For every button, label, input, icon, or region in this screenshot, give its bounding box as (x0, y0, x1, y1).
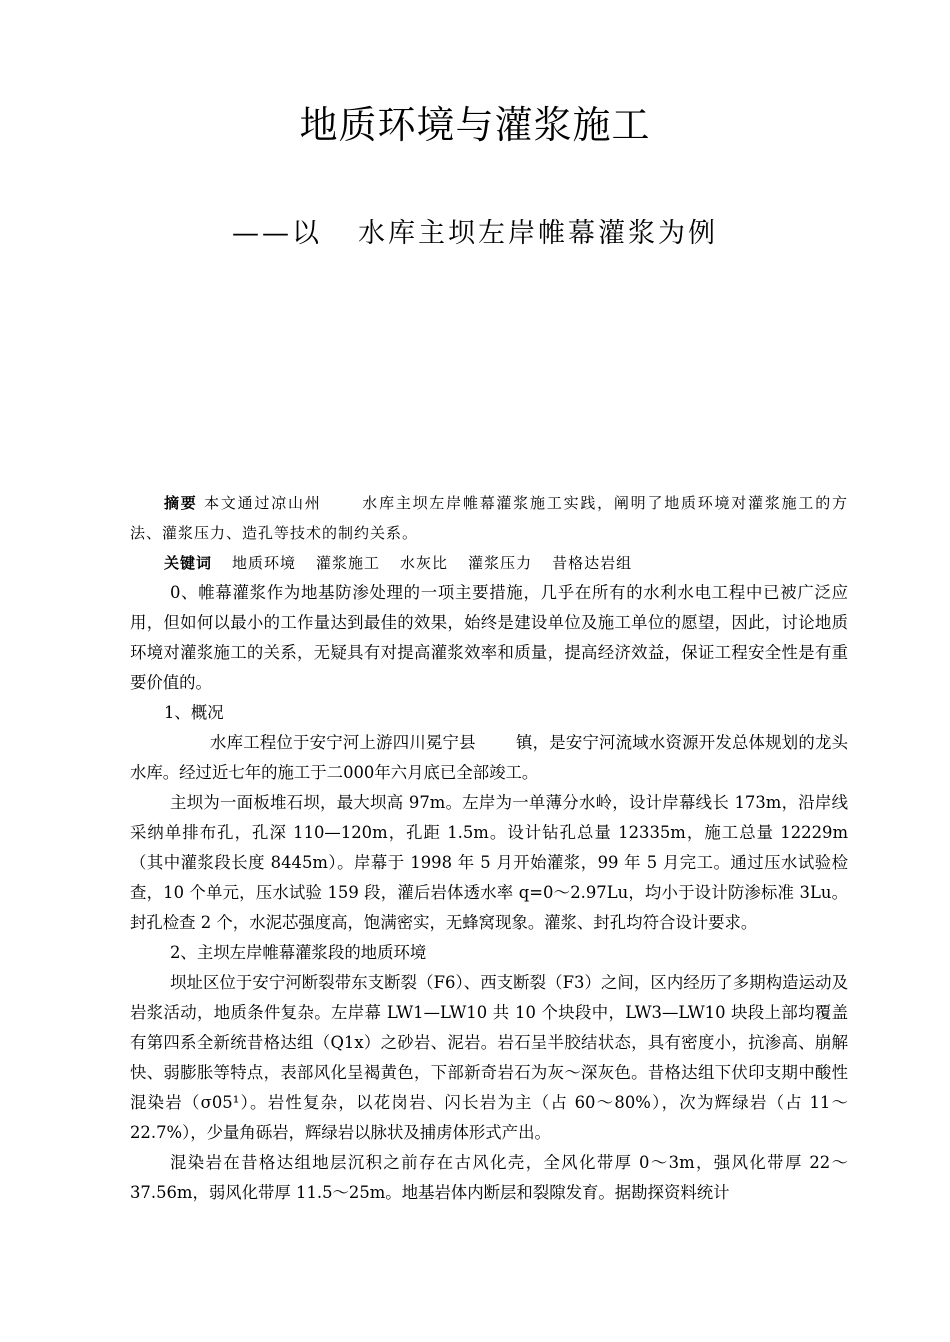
keyword-item: 灌浆压力 (468, 554, 533, 572)
keyword-item: 水灰比 (400, 554, 449, 572)
document-body (130, 488, 848, 1208)
abstract-text-b: 水库主坝左岸帷幕灌浆施工实践，阐明了地质环境对灌浆施工的方法、灌浆压力、造孔等技术的制约关系。 (130, 494, 848, 542)
page-title: 地质环境与灌浆施工 (299, 103, 651, 147)
paragraph-main-dam: 主坝为一面板堆石坝，最大坝高 97m。左岸为一单薄分水岭，设计岸幕线长 173m，沿岸线采纳单排布孔，孔深 110—120m，孔距 1.5m。设计钻孔总量 12335m，施工总量 12229m（其中灌浆段长度 8445m）。岸幕于 1998 年 5 月开始灌浆，99 年 5 月完工。通过压水试验检查，10 个单元，压水试验 159 段，灌后岩体透水率 q=0～2.97Lu，均小于设计防渗标准 3Lu。封孔检查 2 个，水泥芯强度高，饱满密实，无蜂窝现象。灌浆、封孔均符合设计要求。 (130, 793, 848, 932)
keywords-label: 关键词 (164, 554, 213, 572)
keywords (130, 548, 848, 578)
section-heading-2: 2、主坝左岸帷幕灌浆段的地质环境 (170, 943, 427, 962)
keyword-item: 灌浆施工 (316, 554, 381, 572)
paragraph-overview: 水库工程位于安宁河上游四川冕宁县 镇，是安宁河流域水资源开发总体规划的龙头水库。经过近七年的施工于二000年六月底已全部竣工。 (130, 733, 849, 782)
subtitle-prefix: ——以 (232, 218, 322, 249)
paragraph-weathering: 混染岩在昔格达组地层沉积之前存在古风化壳，全风化带厚 0～3m，强风化带厚 22～37.56m，弱风化带厚 11.5～25m。地基岩体内断层和裂隙发育。据勘探资料统计 (130, 1153, 848, 1202)
abstract-label: 摘要 (164, 494, 198, 512)
subtitle-text: 水库主坝左岸帷幕灌浆为例 (358, 218, 718, 249)
abstract-text-a: 本文通过凉山州 (204, 494, 322, 512)
keyword-item: 地质环境 (232, 554, 297, 572)
section-heading-1: 1、概况 (164, 703, 224, 722)
keyword-item: 昔格达岩组 (552, 554, 633, 572)
abstract (130, 488, 848, 548)
paragraph-geology: 坝址区位于安宁河断裂带东支断裂（F6）、西支断裂（F3）之间，区内经历了多期构造运动及岩浆活动，地质条件复杂。左岸幕 LW1—LW10 共 10 个块段中，LW3—LW10 块段上部均覆盖有第四系全新统昔格达组（Q1x）之砂岩、泥岩。岩石呈半胶结状态，具有密度小，抗渗高、崩解快、弱膨胀等特点，表部风化呈褐黄色，下部新奇岩石为灰～深灰色。昔格达组下伏印支期中酸性混染岩（σ05¹）。岩性复杂，以花岗岩、闪长岩为主（占 60～80%），次为辉绿岩（占 11～22.7%），少量角砾岩，辉绿岩以脉状及捕虏体形式产出。 (130, 973, 848, 1142)
page-subtitle (0, 212, 950, 256)
paragraph-intro: 0、帷幕灌浆作为地基防渗处理的一项主要措施，几乎在所有的水利水电工程中已被广泛应用，但如何以最小的工作量达到最佳的效果，始终是建设单位及施工单位的愿望，因此，讨论地质环境对灌浆施工的关系，无疑具有对提高灌浆效率和质量，提高经济效益，保证工程安全性是有重要价值的。 (130, 583, 848, 692)
